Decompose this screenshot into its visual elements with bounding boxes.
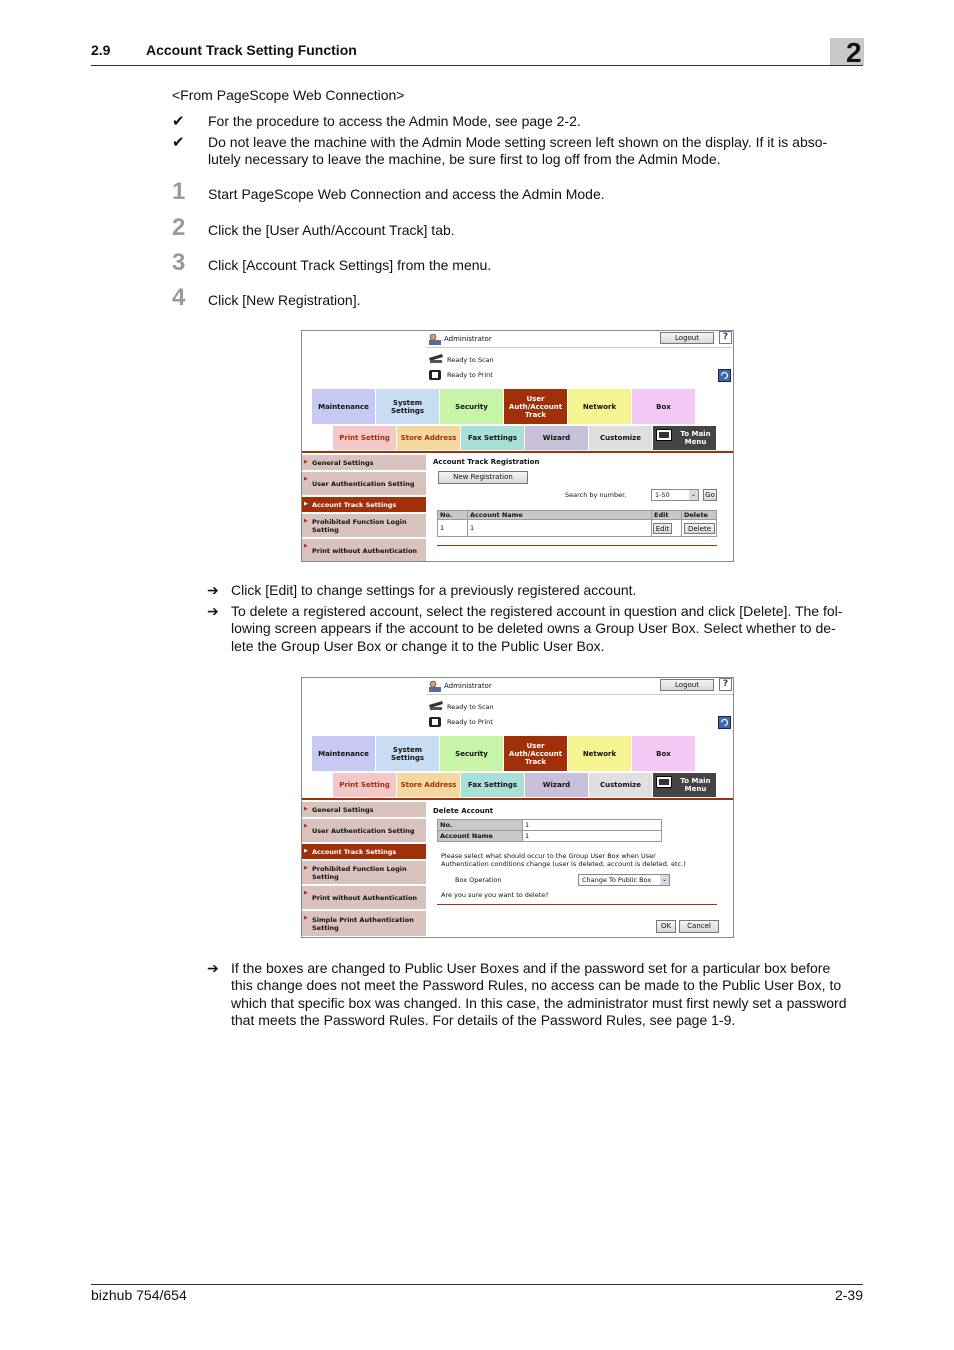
step-number: 3 [172, 249, 186, 276]
admin-icon [428, 680, 442, 692]
check-icon: ✔ [172, 134, 185, 151]
note-text: lowing screen appears if the account to be deleted owns a Group User Box. Select whether to de- [231, 620, 836, 636]
delete-button[interactable]: Delete [684, 523, 715, 534]
confirm-text: Are you sure you want to delete? [441, 891, 549, 899]
footer-rule [91, 1284, 863, 1285]
status-scan: Ready to Scan [447, 356, 494, 364]
edit-button[interactable]: Edit [653, 523, 672, 534]
screenshot-delete-account [301, 677, 734, 938]
chevron-down-icon[interactable]: ⌄ [690, 491, 697, 498]
divider [426, 694, 734, 695]
tab-print-setting[interactable]: Print Setting [333, 426, 396, 450]
menu-account-track-settings[interactable]: ▶ Account Track Settings [302, 844, 426, 860]
content-heading: Delete Account [433, 807, 494, 815]
note-text: Click [Edit] to change settings for a previously registered account. [231, 582, 637, 598]
check-text: For the procedure to access the Admin Mode, see page 2-2. [208, 113, 581, 129]
tab-customize[interactable]: Customize [589, 426, 652, 450]
check-icon: ✔ [172, 113, 185, 130]
tab-wizard[interactable]: Wizard [525, 773, 588, 797]
arrow-icon: ➔ [207, 960, 219, 976]
tab-user-auth-account-track[interactable]: User Auth/Account Track [504, 736, 567, 771]
menu-general-settings[interactable]: ▶ General Settings [302, 802, 426, 818]
menu-user-authentication-setting[interactable]: ▶ User Authentication Setting [302, 819, 426, 843]
menu-user-authentication-setting[interactable]: ▶ User Authentication Setting [302, 472, 426, 496]
tab-wizard[interactable]: Wizard [525, 426, 588, 450]
note-text: that meets the Password Rules. For details of the Password Rules, see page 1-9. [231, 1012, 736, 1028]
tab-user-auth-account-track[interactable]: User Auth/Account Track [504, 389, 567, 424]
footer-page-number: 2-39 [834, 1287, 863, 1303]
tab-maintenance[interactable]: Maintenance [312, 736, 375, 771]
col-delete: Delete [681, 510, 717, 520]
content-rule [437, 545, 717, 546]
admin-label: Administrator [444, 335, 492, 343]
no-value: 1 [522, 819, 662, 831]
menu-general-settings[interactable]: ▶ General Settings [302, 455, 426, 471]
printer-icon [428, 714, 442, 728]
refresh-icon[interactable] [718, 716, 731, 729]
menu-print-without-authentication[interactable]: ▶ Print without Authentication [302, 886, 426, 910]
note-text: this change does not meet the Password Rules, no access can be made to the Public User Box, to [231, 977, 842, 993]
tab-security[interactable]: Security [440, 736, 503, 771]
tab-customize[interactable]: Customize [589, 773, 652, 797]
step-number: 1 [172, 178, 186, 205]
note-text: which that specific box was changed. In this case, the administrator must first newly set a password [231, 995, 847, 1011]
box-operation-label: Box Operation [455, 876, 502, 884]
tab-security[interactable]: Security [440, 389, 503, 424]
admin-icon [428, 333, 442, 345]
menu-simple-print-authentication-setting[interactable]: ▶ Simple Print Authentication Setting [302, 911, 426, 937]
new-registration-button[interactable]: New Registration [438, 471, 528, 484]
status-print: Ready to Print [447, 371, 493, 379]
note-text: To delete a registered account, select the registered account in question and click [Delete]. The fol- [231, 603, 843, 619]
nav-rule [302, 451, 734, 453]
arrow-icon: ➔ [207, 582, 219, 598]
step-text: Click [New Registration]. [208, 292, 361, 308]
section-number: 2.9 [91, 42, 111, 58]
refresh-icon[interactable] [718, 369, 731, 382]
menu-prohibited-function-login-setting[interactable]: ▶ Prohibited Function Login Setting [302, 514, 426, 538]
message-line: Please select what should occur to the Group User Box when User [441, 852, 656, 860]
header-rule [91, 65, 863, 66]
go-button[interactable]: Go [703, 489, 717, 501]
chapter-number: 2 [846, 37, 862, 68]
check-text: Do not leave the machine with the Admin Mode setting screen left shown on the display. If it is abso- [208, 134, 828, 150]
help-button[interactable]: ? [719, 331, 732, 344]
status-print: Ready to Print [447, 718, 493, 726]
tab-system-settings[interactable]: System Settings [376, 389, 439, 424]
tab-store-address[interactable]: Store Address [397, 773, 460, 797]
step-text: Click the [User Auth/Account Track] tab. [208, 222, 455, 238]
check-text: lutely necessary to leave the machine, be sure first to log off from the Admin Mode. [208, 151, 721, 167]
menu-account-track-settings[interactable]: ▶ Account Track Settings [302, 497, 426, 513]
section-title: Account Track Setting Function [146, 42, 357, 58]
tab-box[interactable]: Box [632, 389, 695, 424]
tab-fax-settings[interactable]: Fax Settings [461, 426, 524, 450]
tab-network[interactable]: Network [568, 389, 631, 424]
content-rule [437, 904, 717, 905]
search-select-value: 1-50 [655, 491, 670, 499]
note-text: lete the Group User Box or change it to the Public User Box. [231, 638, 605, 654]
arrow-icon: ➔ [207, 603, 219, 619]
tab-network[interactable]: Network [568, 736, 631, 771]
content-heading: Account Track Registration [433, 458, 540, 466]
step-text: Start PageScope Web Connection and access the Admin Mode. [208, 186, 605, 202]
step-number: 4 [172, 284, 186, 311]
cell-account-name: 1 [467, 519, 652, 537]
tab-print-setting[interactable]: Print Setting [333, 773, 396, 797]
menu-print-without-authentication[interactable]: ▶ Print without Authentication [302, 539, 426, 562]
account-name-label: Account Name [437, 830, 523, 842]
intro-text: <From PageScope Web Connection> [172, 87, 405, 103]
nav-rule [302, 798, 734, 800]
tab-fax-settings[interactable]: Fax Settings [461, 773, 524, 797]
cancel-button[interactable]: Cancel [679, 920, 719, 933]
logout-button[interactable]: Logout [660, 679, 714, 691]
screenshot-account-registration [301, 330, 734, 562]
message-line: Authentication conditions change (user is deleted, account is deleted, etc.) [441, 860, 686, 868]
help-button[interactable]: ? [719, 678, 732, 691]
box-operation-value: Change To Public Box [582, 876, 652, 884]
col-account-name: Account Name [467, 510, 652, 520]
tab-to-main-menu[interactable]: To Main Menu [653, 426, 716, 450]
main-menu-icon [656, 429, 672, 441]
no-label: No. [437, 819, 523, 831]
ok-button[interactable]: OK [656, 920, 676, 933]
status-scan: Ready to Scan [447, 703, 494, 711]
cell-no: 1 [437, 519, 468, 537]
printer-icon [428, 367, 442, 381]
step-number: 2 [172, 214, 186, 241]
step-text: Click [Account Track Settings] from the menu. [208, 257, 492, 273]
search-label: Search by number. [565, 491, 627, 499]
box-operation-select[interactable] [578, 874, 670, 886]
col-edit: Edit [651, 510, 682, 520]
tab-system-settings[interactable]: System Settings [376, 736, 439, 771]
chevron-down-icon[interactable]: ⌄ [661, 876, 668, 883]
col-no: No. [437, 510, 468, 520]
footer-model: bizhub 754/654 [91, 1287, 187, 1303]
scanner-icon [428, 699, 444, 711]
note-text: If the boxes are changed to Public User Boxes and if the password set for a particular box before [231, 960, 831, 976]
divider [426, 347, 734, 348]
menu-prohibited-function-login-setting[interactable]: ▶ Prohibited Function Login Setting [302, 861, 426, 885]
tab-maintenance[interactable]: Maintenance [312, 389, 375, 424]
tab-box[interactable]: Box [632, 736, 695, 771]
tab-store-address[interactable]: Store Address [397, 426, 460, 450]
logout-button[interactable]: Logout [660, 332, 714, 344]
tab-to-main-menu[interactable]: To Main Menu [653, 773, 716, 797]
scanner-icon [428, 352, 444, 364]
admin-label: Administrator [444, 682, 492, 690]
main-menu-icon [656, 776, 672, 788]
account-name-value: 1 [522, 830, 662, 842]
